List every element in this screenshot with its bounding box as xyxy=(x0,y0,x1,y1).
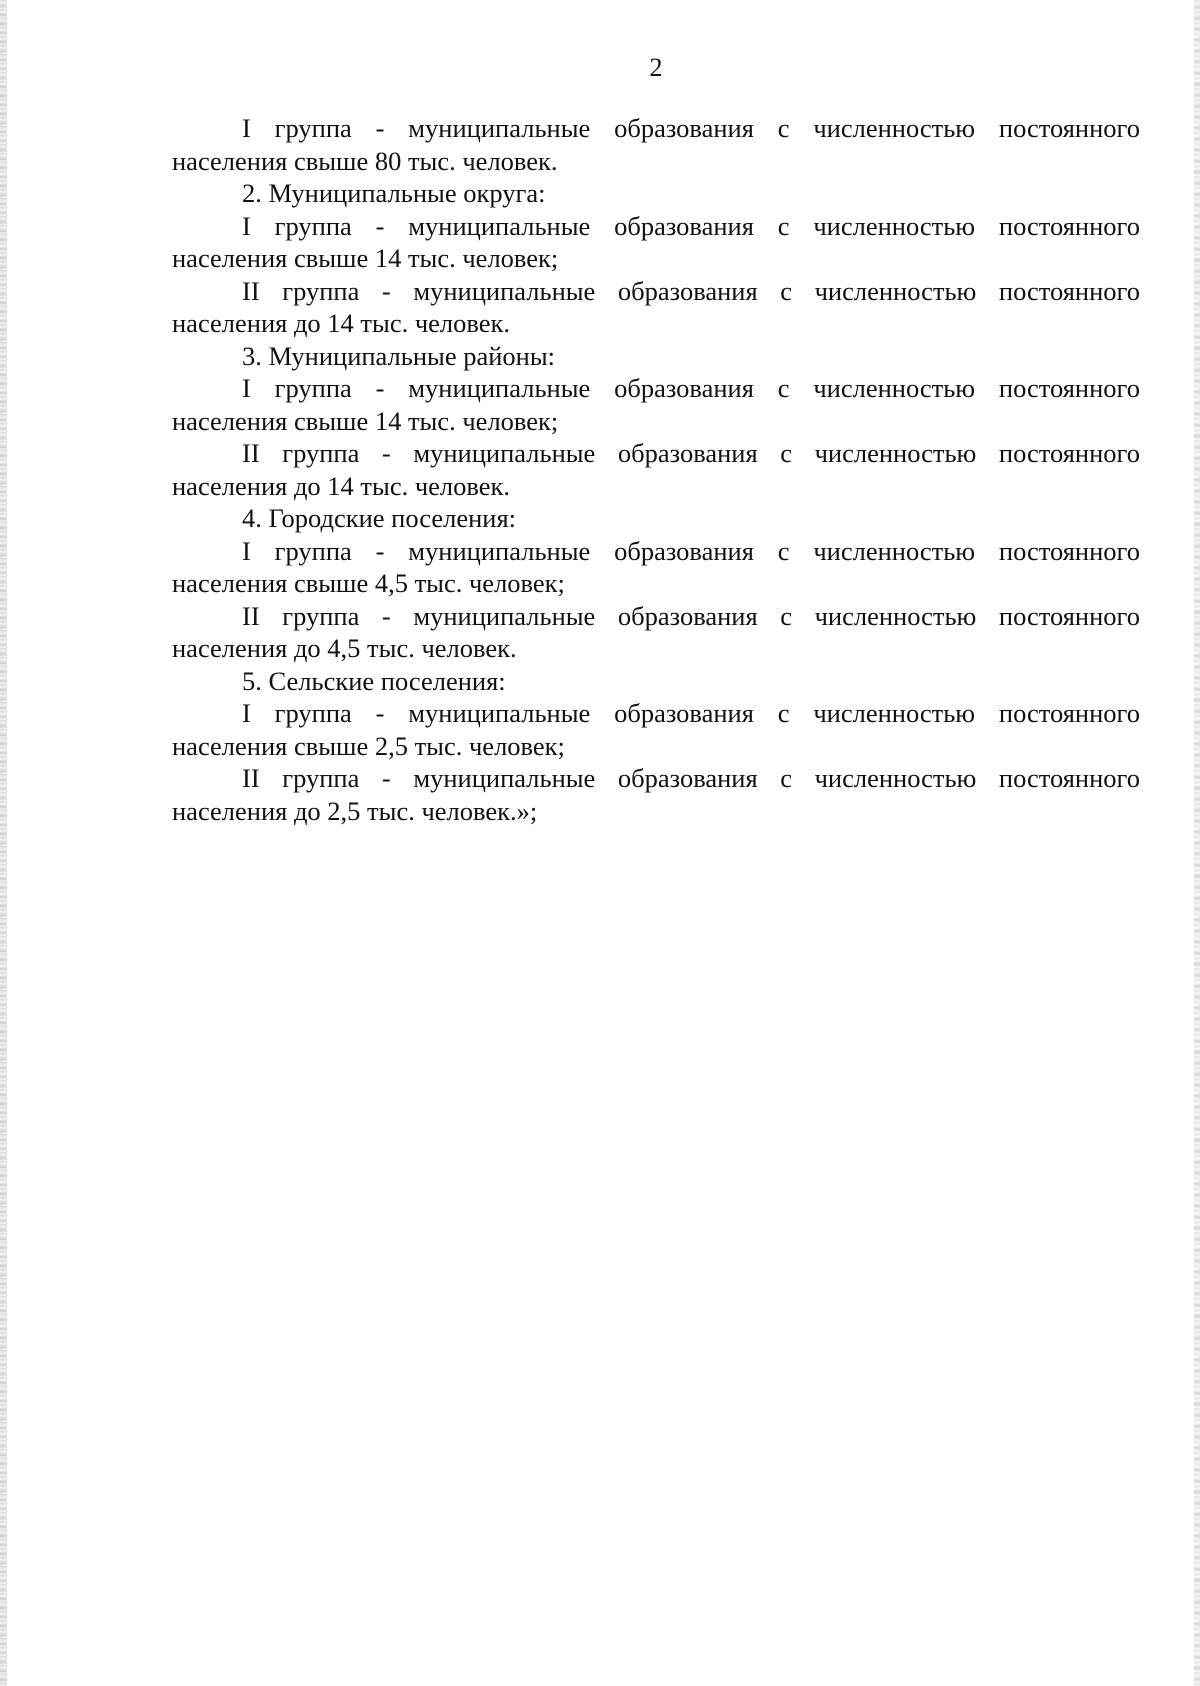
page-number: 2 xyxy=(649,53,663,82)
heading-urban-settlements: 4. Городские поселения: xyxy=(242,503,517,533)
paragraph-urban-group-1: I группа - муниципальные образования с численностью постоянного населения свыше 4,5 тыс. человек; xyxy=(172,535,1140,598)
paragraph-region-group-2: II группа - муниципальные образования с численностью постоянного населения до 14 тыс. человек. xyxy=(172,438,1140,501)
document-body xyxy=(172,112,1140,827)
heading-rural-settlements: 5. Сельские поселения: xyxy=(242,665,506,696)
paragraph-urban-group-2: II группа - муниципальные образования с численностью постоянного населения до 4,5 тыс. человек. xyxy=(172,600,1140,663)
paragraph-rural-group-1: I группа - муниципальные образования с численностью постоянного населения свыше 2,5 тыс. человек; xyxy=(172,698,1140,761)
paragraph-region-group-1: I группа - муниципальные образования с численностью постоянного населения свыше 14 тыс. человек; xyxy=(172,373,1140,436)
heading-municipal-districts: 2. Муниципальные округа: xyxy=(242,178,546,208)
paragraph-okrug-group-2: II группа - муниципальные образования с численностью постоянного населения до 14 тыс. человек. xyxy=(172,275,1140,338)
heading-municipal-regions: 3. Муниципальные районы: xyxy=(242,340,556,371)
scan-edge-right xyxy=(1194,0,1200,1686)
paragraph-okrug-group-1: I группа - муниципальные образования с численностью постоянного населения свыше 14 тыс. человек; xyxy=(172,210,1140,273)
scan-edge-left xyxy=(0,0,7,1686)
paragraph-rural-group-2: II группа - муниципальные образования с численностью постоянного населения до 2,5 тыс. человек.»; xyxy=(172,763,1140,826)
paragraph-group-1-cities: I группа - муниципальные образования с численностью постоянного населения свыше 80 тыс. человек. xyxy=(172,113,1140,176)
